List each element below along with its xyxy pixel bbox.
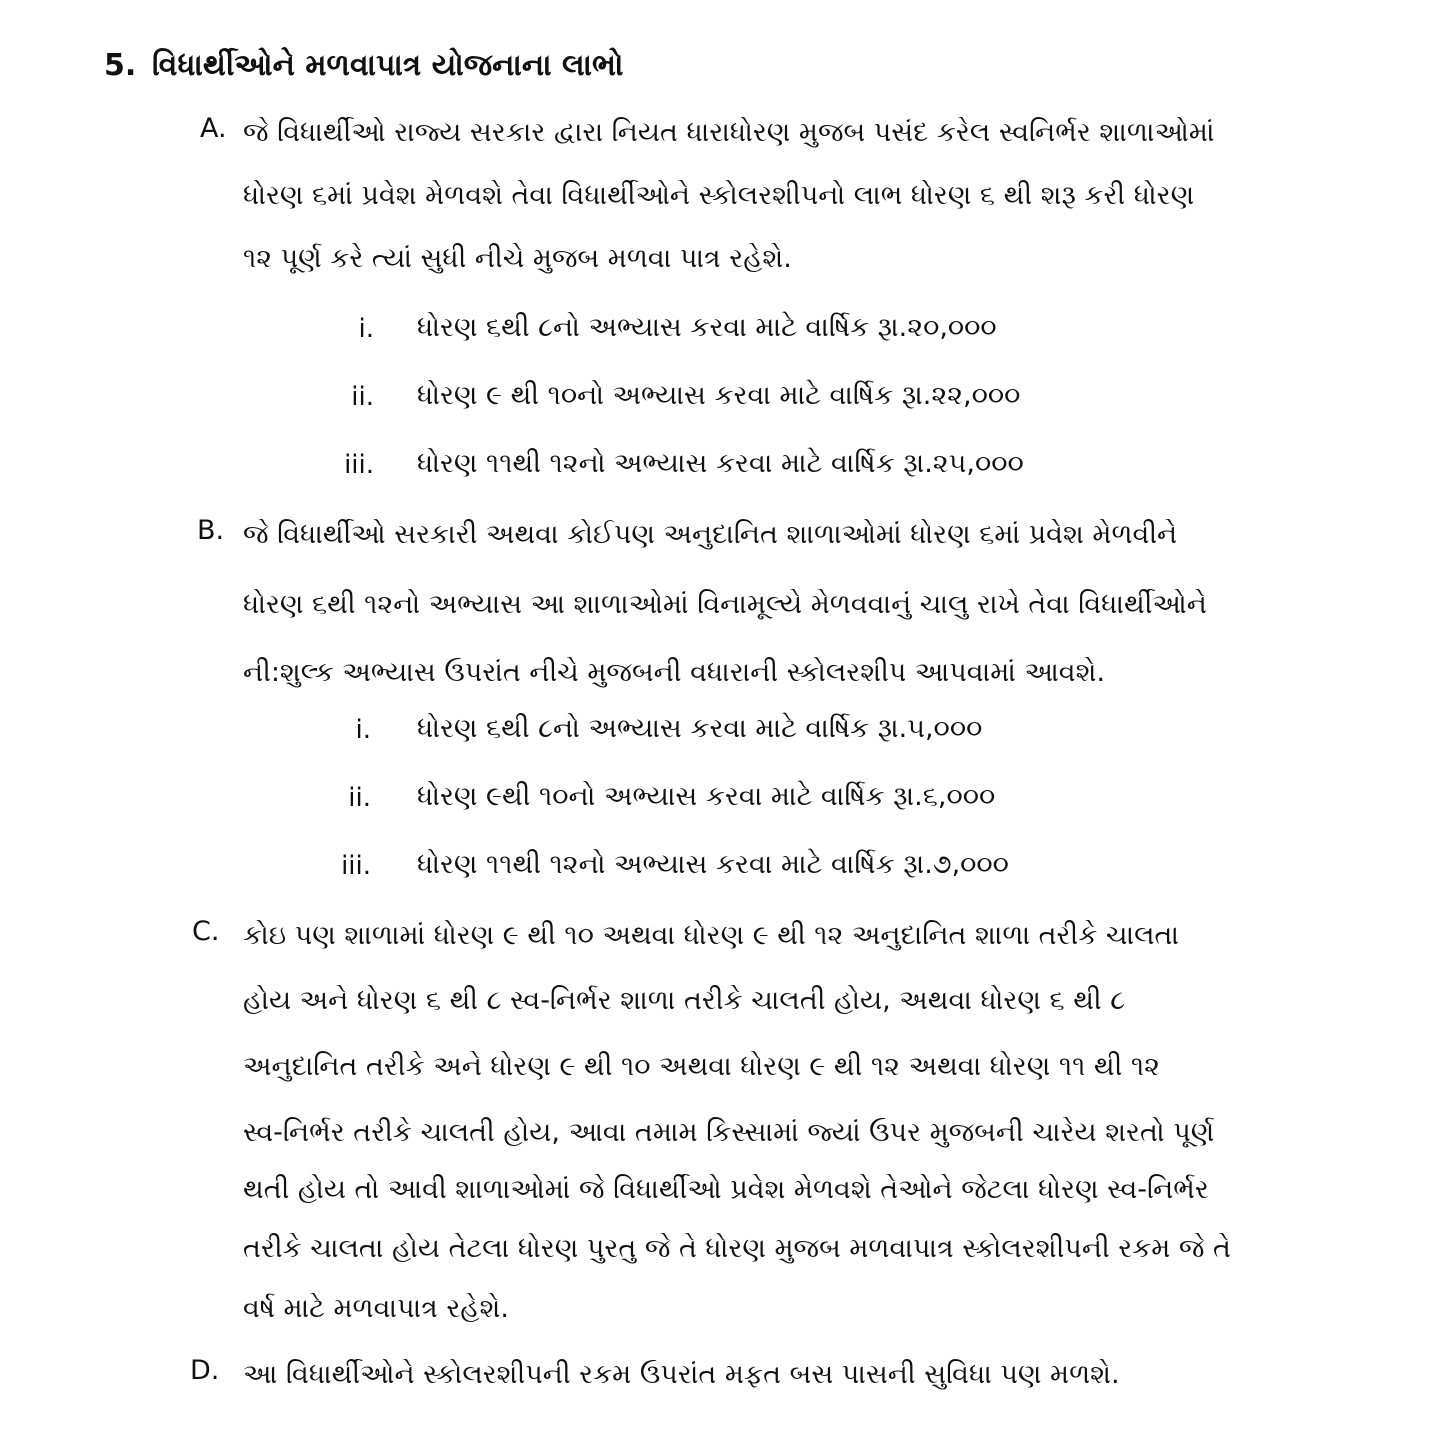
section-b-item-2-text: ધોરણ ૯થી ૧૦નો અભ્યાસ કરવા માટે વાર્ષિક રૂા.૬,૦૦૦	[417, 781, 996, 812]
section-b-line-1: જે વિધાર્થીઓ સરકારી અથવા કોઈપણ અનુદાનિત શાળાઓમાં ધોરણ ૬માં પ્રવેશ મેળવીને	[243, 519, 1178, 550]
section-c-line-6: તરીકે ચાલતા હોય તેટલા ધોરણ પુરતુ જે તે ધોરણ મુજબ મળવાપાત્ર સ્કોલરશીપની રકમ જે તે	[243, 1233, 1231, 1264]
heading-title: વિધાર્થીઓને મળવાપાત્ર યોજનાના લાભો	[152, 48, 624, 83]
section-a-line-1: જે વિધાર્થીઓ રાજ્ય સરકાર દ્વારા નિયત ધારાધોરણ મુજબ પસંદ કરેલ સ્વનિર્ભર શાળાઓમાં	[243, 117, 1215, 148]
section-b-item-3-label: iii.	[341, 851, 371, 881]
section-a-line-2: ધોરણ ૬માં પ્રવેશ મેળવશે તેવા વિધાર્થીઓને સ્કોલરશીપનો લાભ ધોરણ ૬ થી શરૂ કરી ધોરણ	[243, 180, 1195, 211]
section-a-item-2-text: ધોરણ ૯ થી ૧૦નો અભ્યાસ કરવા માટે વાર્ષિક રૂા.૨૨,૦૦૦	[417, 380, 1021, 411]
section-label-d: D.	[190, 1355, 220, 1386]
section-a-item-2-label: ii.	[351, 382, 374, 412]
section-a-item-3-text: ધોરણ ૧૧થી ૧૨નો અભ્યાસ કરવા માટે વાર્ષિક રૂા.૨૫,૦૦૦	[417, 448, 1024, 479]
section-c-line-3: અનુદાનિત તરીકે અને ધોરણ ૯ થી ૧૦ અથવા ધોરણ ૯ થી ૧૨ અથવા ધોરણ ૧૧ થી ૧૨	[243, 1051, 1160, 1082]
section-d-line-1: આ વિધાર્થીઓને સ્કોલરશીપની રકમ ઉપરાંત મફત બસ પાસની સુવિધા પણ મળશે.	[243, 1359, 1120, 1390]
section-b-item-2-label: ii.	[348, 783, 371, 813]
section-c-line-4: સ્વ-નિર્ભર તરીકે ચાલતી હોય, આવા તમામ કિસ્સામાં જ્યાં ઉપર મુજબની ચારેય શરતો પૂર્ણ	[243, 1117, 1215, 1148]
section-c-line-5: થતી હોય તો આવી શાળાઓમાં જે વિધાર્થીઓ પ્રવેશ મેળવશે તેઓને જેટલા ધોરણ સ્વ-નિર્ભર	[243, 1174, 1209, 1205]
section-c-line-2: હોય અને ધોરણ ૬ થી ૮ સ્વ-નિર્ભર શાળા તરીકે ચાલતી હોય, અથવા ધોરણ ૬ થી ૮	[243, 985, 1126, 1016]
section-a-item-3-label: iii.	[344, 450, 374, 480]
section-c-line-1: કોઇ પણ શાળામાં ધોરણ ૯ થી ૧૦ અથવા ધોરણ ૯ થી ૧૨ અનુદાનિત શાળા તરીકે ચાલતા	[243, 920, 1180, 951]
section-a-item-1-label: i.	[358, 314, 374, 344]
heading-number: 5.	[104, 48, 137, 83]
section-label-a: A.	[200, 113, 227, 144]
section-label-c: C.	[192, 916, 220, 947]
section-b-line-2: ધોરણ ૬થી ૧૨નો અભ્યાસ આ શાળાઓમાં વિનામૂલ્યે મેળવવાનું ચાલુ રાખે તેવા વિધાર્થીઓને	[243, 589, 1207, 620]
section-label-b: B.	[197, 515, 225, 546]
section-b-item-1-text: ધોરણ ૬થી ૮નો અભ્યાસ કરવા માટે વાર્ષિક રૂા.૫,૦૦૦	[417, 713, 983, 744]
section-a-line-3: ૧૨ પૂર્ણ કરે ત્યાં સુધી નીચે મુજબ મળવા પાત્ર રહેશે.	[243, 243, 792, 274]
section-heading	[104, 48, 624, 83]
section-c-line-7: વર્ષ માટે મળવાપાત્ર રહેશે.	[243, 1293, 509, 1324]
section-a-item-1-text: ધોરણ ૬થી ૮નો અભ્યાસ કરવા માટે વાર્ષિક રૂા.૨૦,૦૦૦	[417, 312, 997, 343]
section-b-line-3: ની:શુલ્ક અભ્યાસ ઉપરાંત નીચે મુજબની વધારાની સ્કોલરશીપ આપવામાં આવશે.	[243, 657, 1106, 688]
section-b-item-1-label: i.	[355, 715, 371, 745]
section-b-item-3-text: ધોરણ ૧૧થી ૧૨નો અભ્યાસ કરવા માટે વાર્ષિક રૂા.૭,૦૦૦	[417, 849, 1009, 880]
